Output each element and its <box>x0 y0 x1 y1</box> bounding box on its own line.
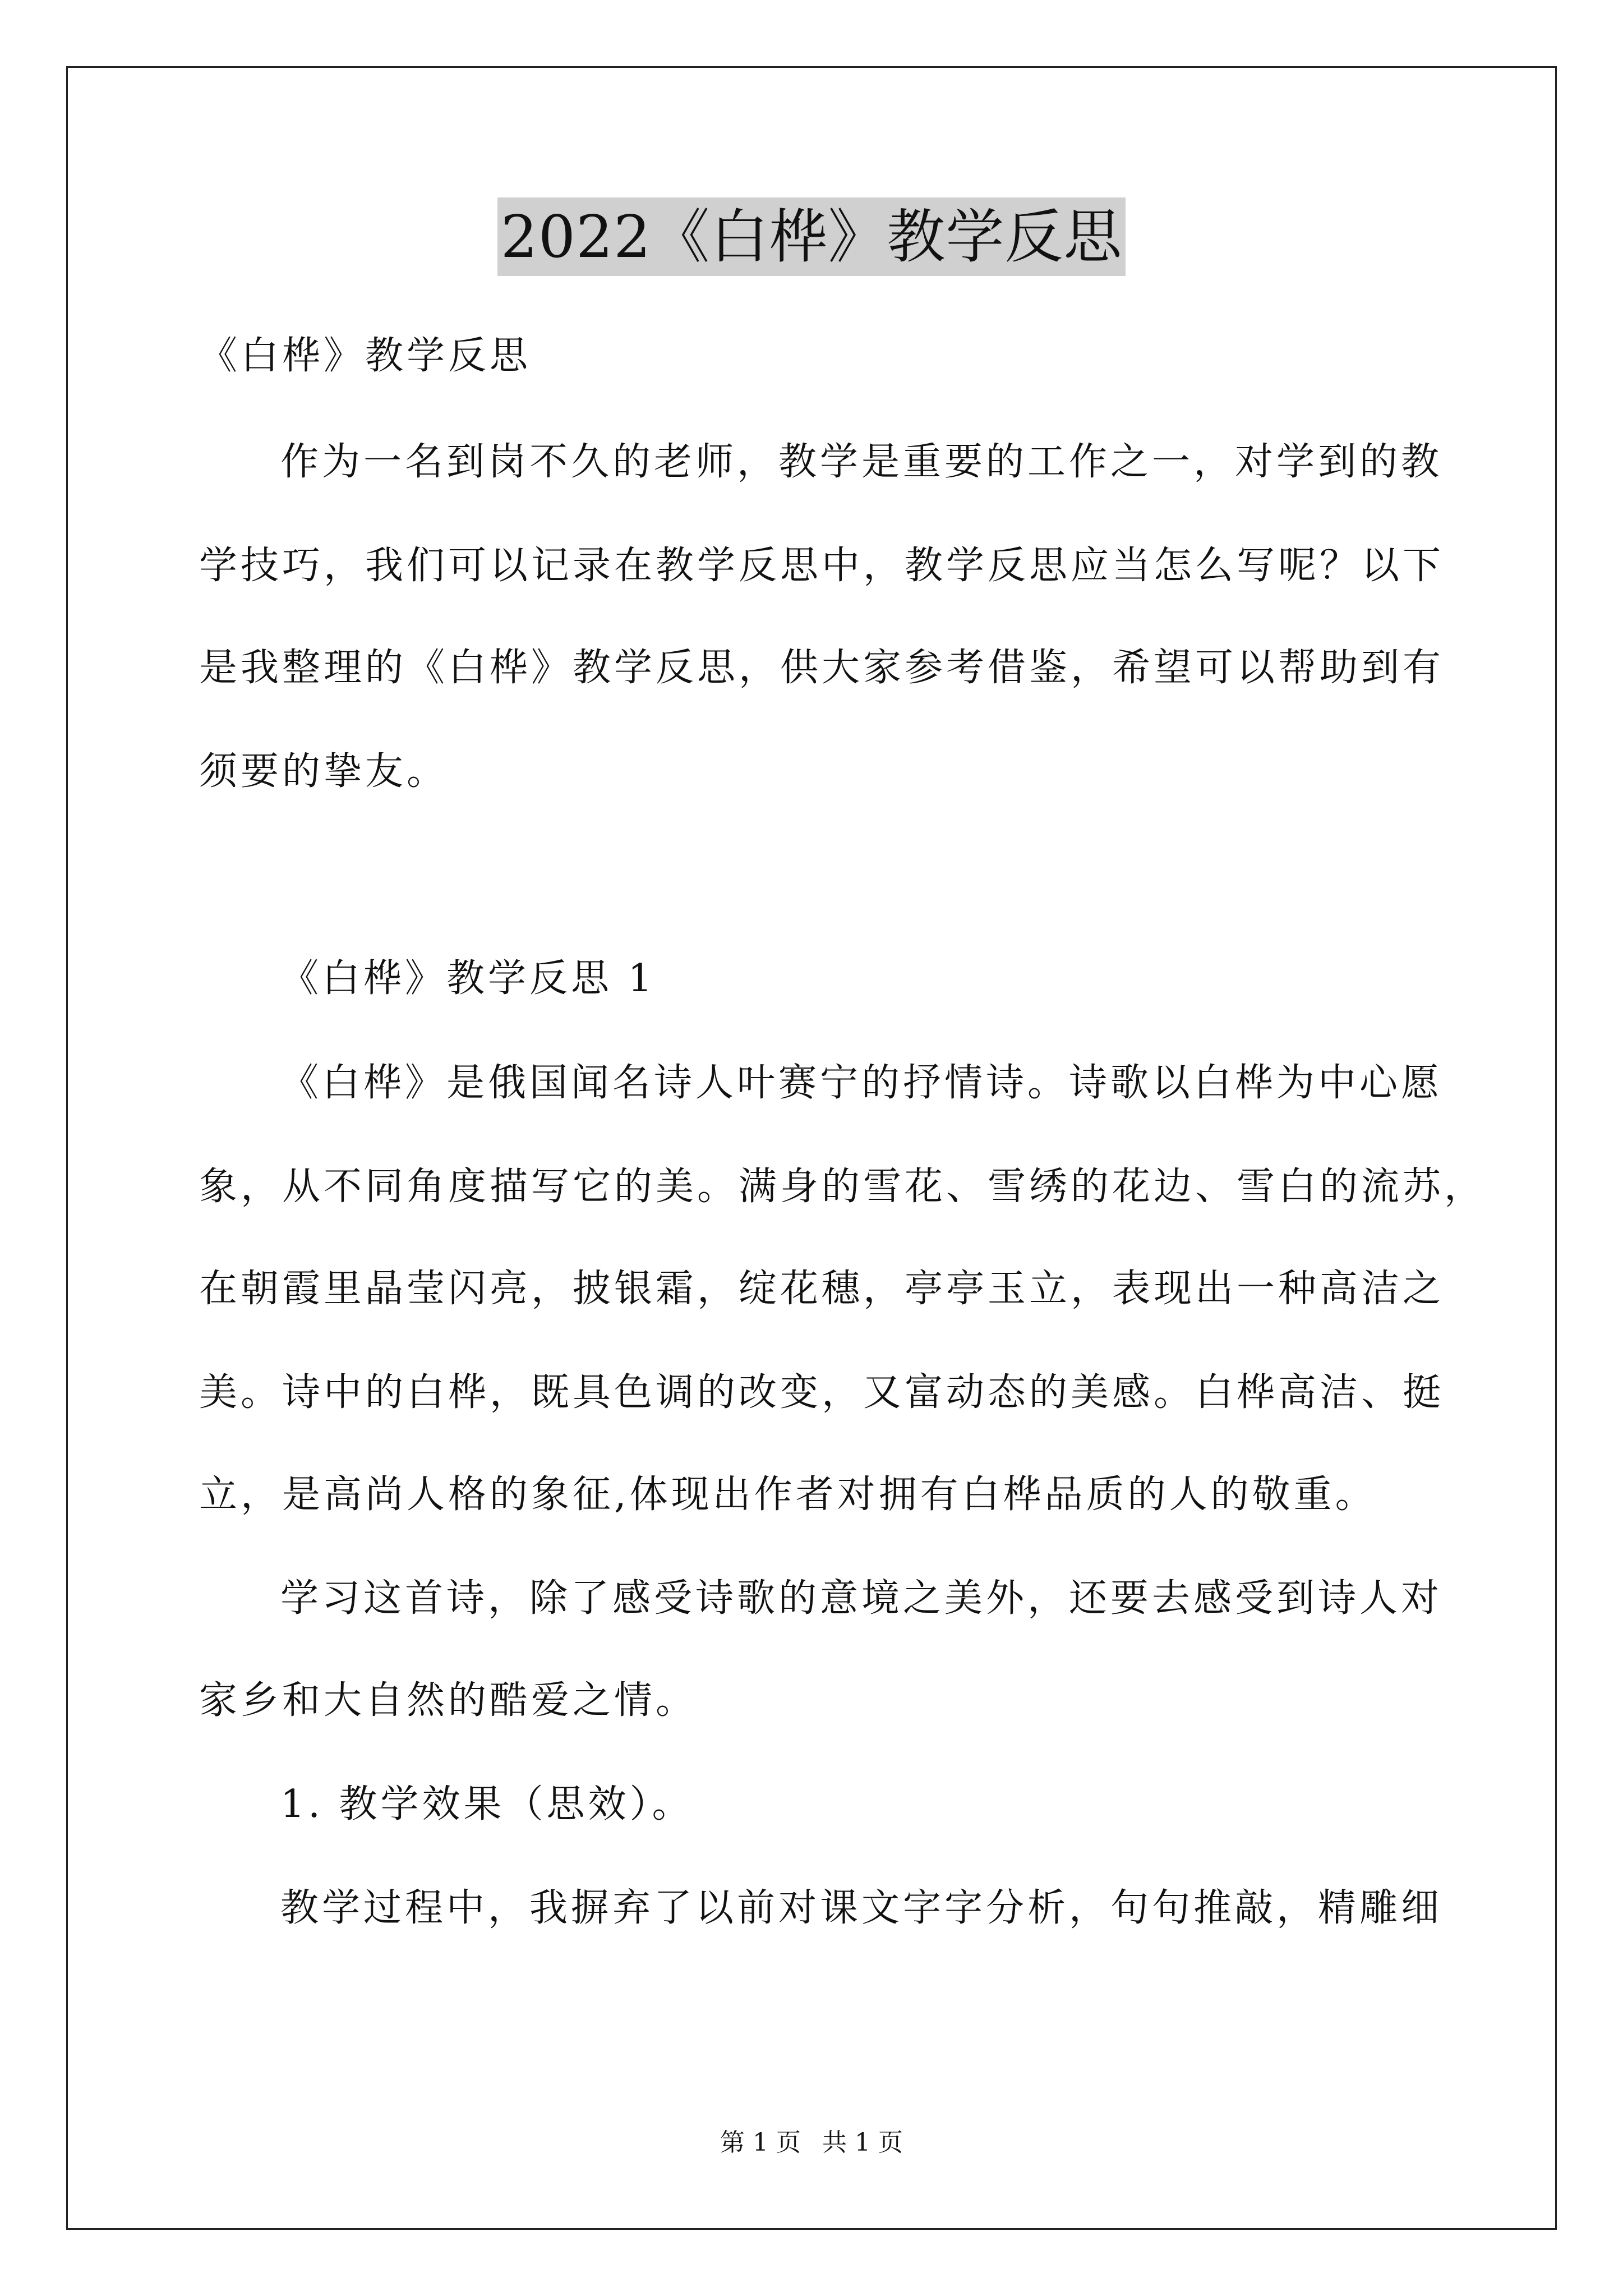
title-text: 2022《白桦》教学反思 <box>497 197 1126 276</box>
paragraph-line: 学习这首诗，除了感受诗歌的意境之美外，还要去感受到诗人对 <box>280 1576 1443 1621</box>
page-footer <box>0 2126 1623 2160</box>
paragraph-line: 立，是高尚人格的象征,体现出作者对拥有白桦品质的人的敬重。 <box>199 1473 1377 1517</box>
paragraph-line: 须要的挚友。 <box>199 749 449 794</box>
paragraph-line: 在朝霞里晶莹闪亮，披银霜，绽花穗，亭亭玉立，表现出一种高洁之 <box>199 1267 1445 1311</box>
paragraph-line: 《白桦》是俄国闻名诗人叶赛宁的抒情诗。诗歌以白桦为中心愿 <box>280 1061 1443 1105</box>
paragraph-line: 是我整理的《白桦》教学反思，供大家参考借鉴，希望可以帮助到有 <box>199 646 1445 690</box>
paragraph-line: 家乡和大自然的酷爱之情。 <box>199 1678 698 1723</box>
page-total: 共 1 页 <box>822 2128 903 2157</box>
document-title <box>0 197 1623 282</box>
subtitle-line: 《白桦》教学反思 <box>199 334 532 378</box>
paragraph-line: 美。诗中的白桦，既具色调的改变，又富动态的美感。白桦高洁、挺 <box>199 1370 1445 1415</box>
paragraph-line: 教学过程中，我摒弃了以前对课文字字分析，句句推敲，精雕细 <box>280 1886 1443 1930</box>
page-number: 第 1 页 <box>720 2128 801 2157</box>
paragraph-line: 学技巧，我们可以记录在教学反思中，教学反思应当怎么写呢？以下 <box>199 544 1445 588</box>
section-heading: 《白桦》教学反思 1 <box>280 956 656 1001</box>
paragraph-line: 象，从不同角度描写它的美。满身的雪花、雪绣的花边、雪白的流苏， <box>199 1165 1486 1209</box>
paragraph-line: 作为一名到岗不久的老师，教学是重要的工作之一，对学到的教 <box>280 440 1443 484</box>
numbered-heading: 1. 教学效果（思效）。 <box>280 1782 694 1826</box>
